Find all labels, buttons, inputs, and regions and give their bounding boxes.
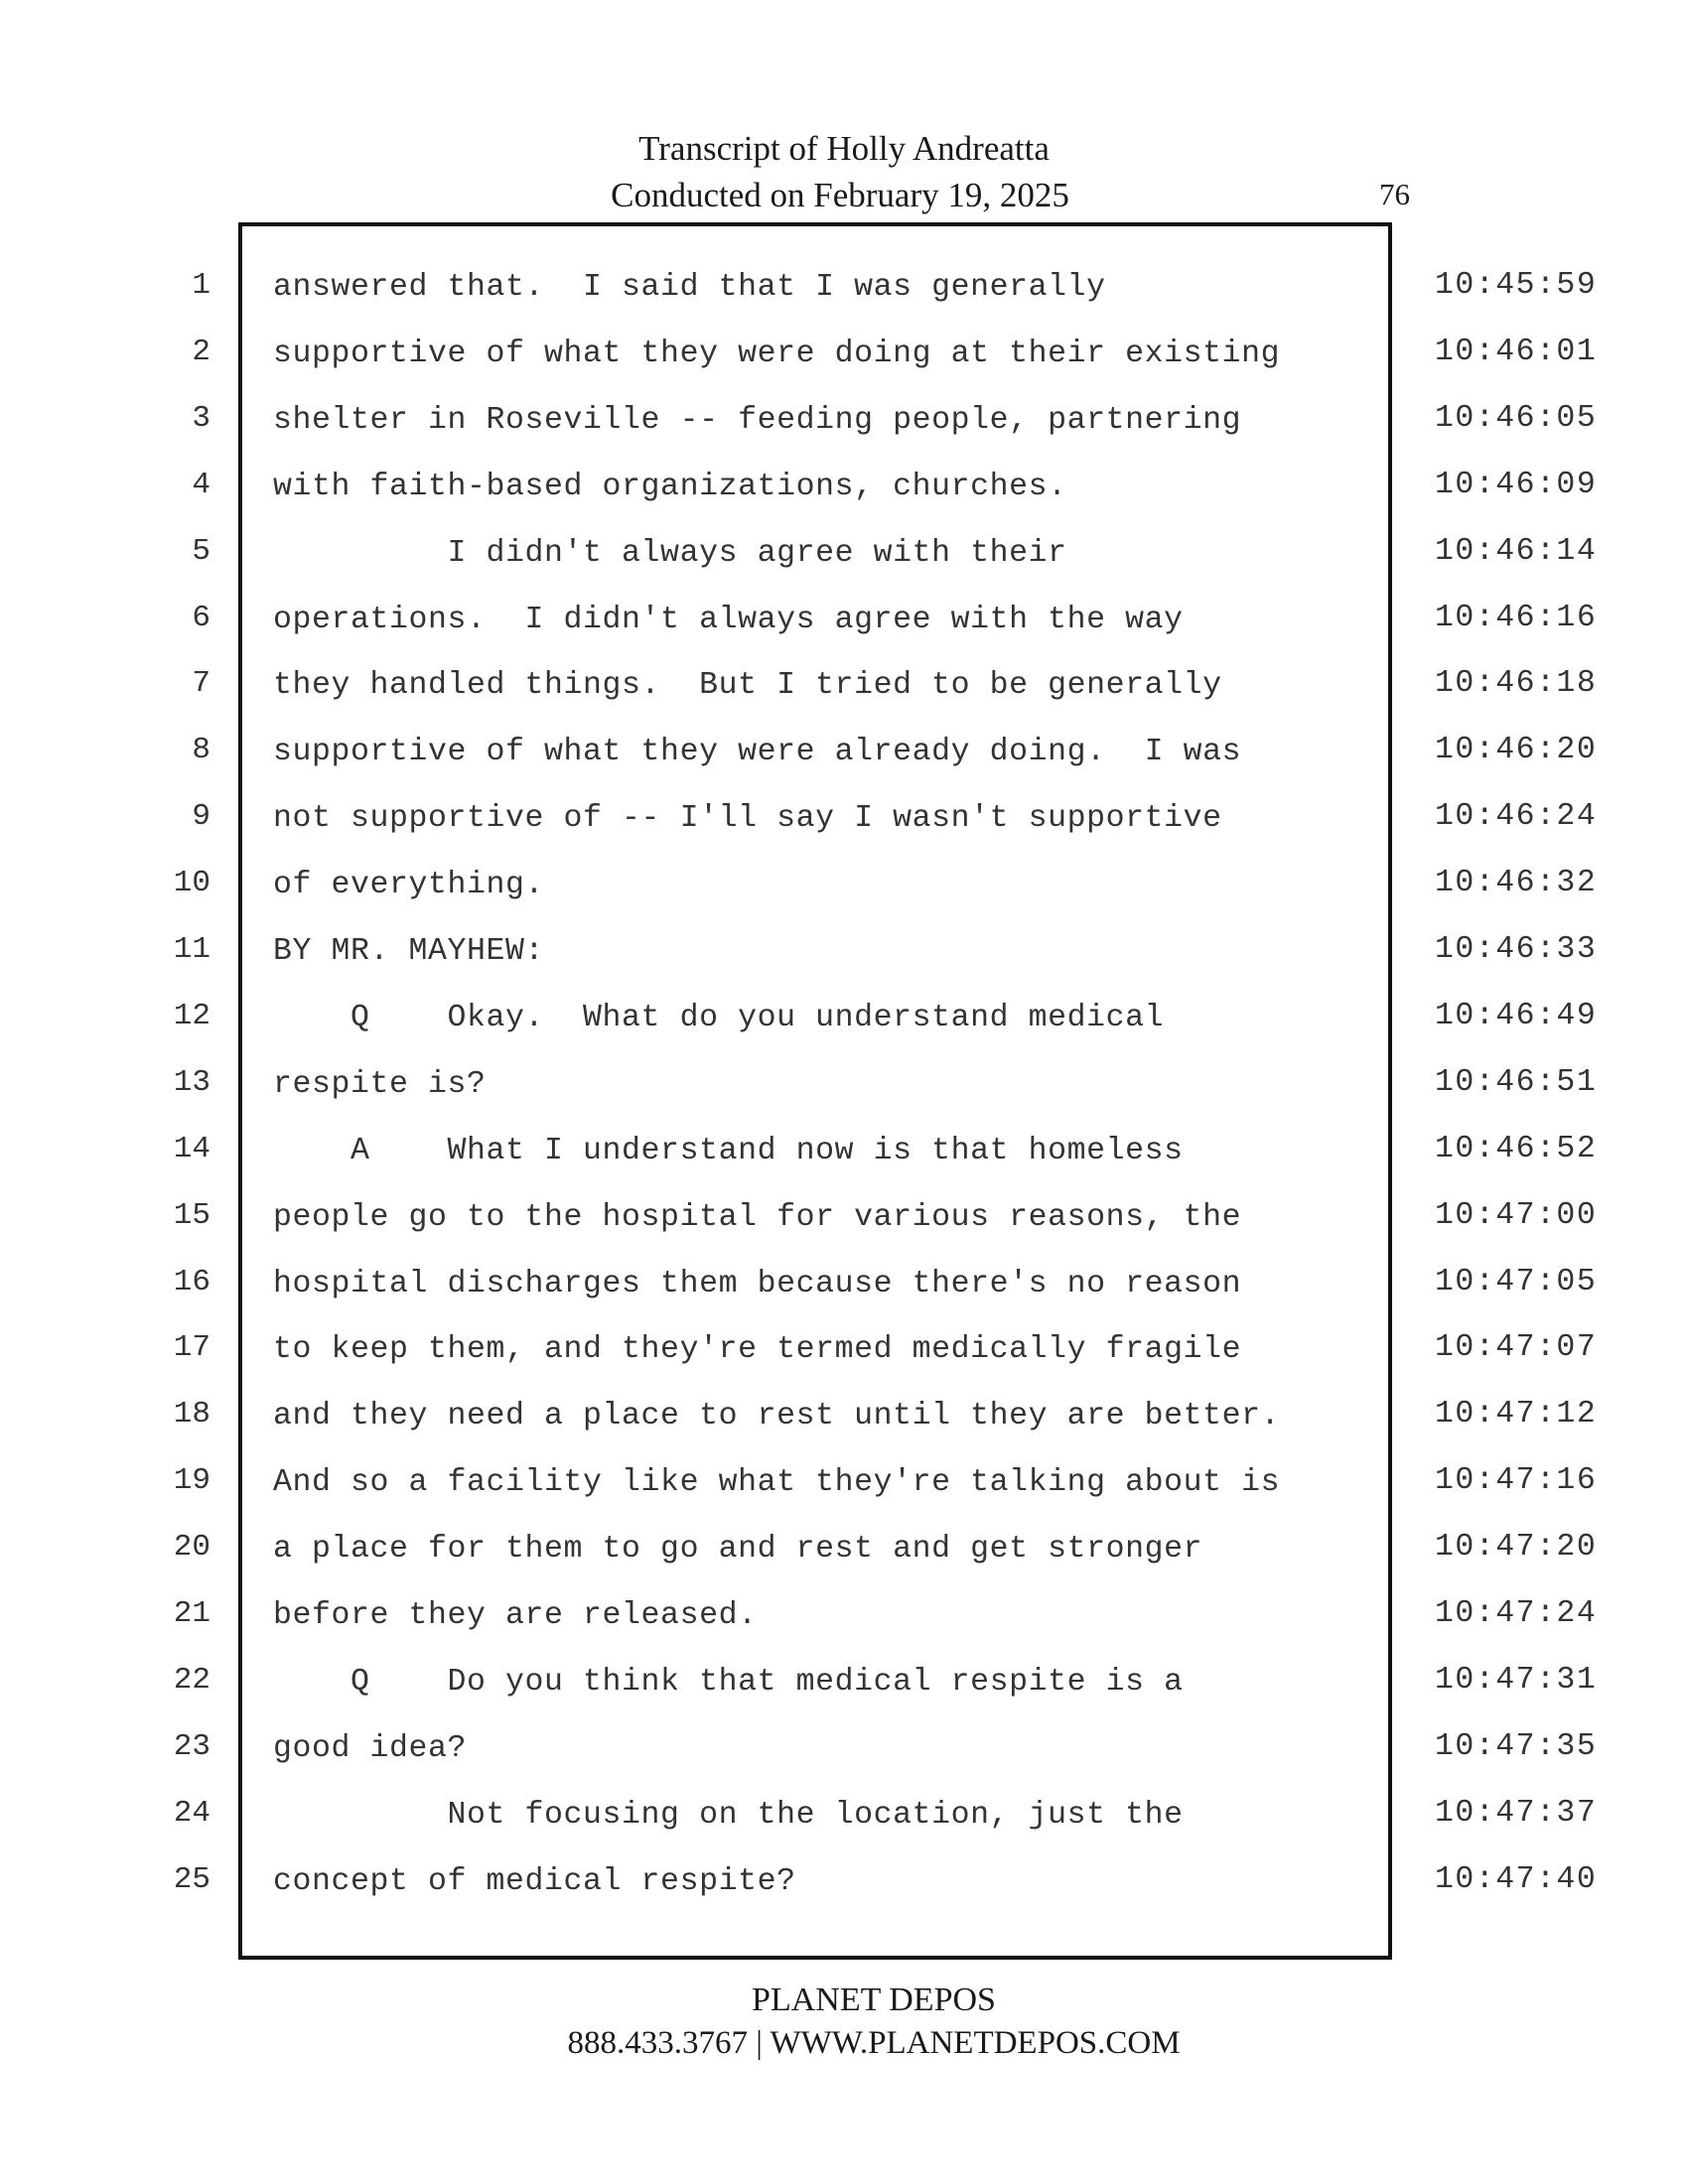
line-text: supportive of what they were already doing. I was [273, 735, 1242, 770]
footer-contact: 888.433.3767 | WWW.PLANETDEPOS.COM [567, 2025, 1181, 2061]
line-timestamp: 10:46:51 [1435, 1064, 1598, 1100]
transcript-line [0, 1796, 1688, 1862]
transcript-line [0, 1397, 1688, 1463]
line-timestamp: 10:47:07 [1435, 1330, 1598, 1366]
line-timestamp: 10:47:00 [1435, 1197, 1598, 1233]
line-number: 17 [173, 1330, 211, 1366]
transcript-line [0, 666, 1688, 733]
transcript-line [0, 1530, 1688, 1596]
line-timestamp: 10:47:35 [1435, 1728, 1598, 1764]
line-number: 20 [173, 1530, 211, 1566]
transcript-date: Conducted on February 19, 2025 [611, 176, 1069, 214]
line-number: 19 [173, 1463, 211, 1499]
line-number: 12 [173, 998, 211, 1033]
line-timestamp: 10:47:37 [1435, 1795, 1598, 1831]
transcript-line [0, 1729, 1688, 1796]
transcript-line [0, 1265, 1688, 1331]
line-text: operations. I didn't always agree with the way [273, 602, 1184, 637]
line-timestamp: 10:46:01 [1435, 334, 1598, 369]
line-number: 8 [192, 733, 211, 768]
transcript-line [0, 534, 1688, 601]
line-text: and they need a place to rest until they are better. [273, 1399, 1281, 1434]
line-number: 23 [173, 1728, 211, 1764]
line-timestamp: 10:47:16 [1435, 1463, 1598, 1499]
transcript-line [0, 1862, 1688, 1929]
line-text: with faith-based organizations, churches. [273, 469, 1067, 504]
line-text: Q Okay. What do you understand medical [273, 1000, 1165, 1035]
transcript-line [0, 1463, 1688, 1530]
line-timestamp: 10:47:31 [1435, 1662, 1598, 1698]
line-number: 5 [192, 533, 211, 569]
line-text: before they are released. [273, 1598, 758, 1633]
line-number: 14 [173, 1131, 211, 1166]
line-text: people go to the hospital for various reasons, the [273, 1199, 1242, 1235]
line-text: a place for them to go and rest and get stronger [273, 1532, 1203, 1568]
line-timestamp: 10:46:33 [1435, 932, 1598, 967]
line-timestamp: 10:46:05 [1435, 400, 1598, 436]
footer-company: PLANET DEPOS [752, 1981, 996, 2018]
line-number: 15 [173, 1197, 211, 1233]
line-text: good idea? [273, 1730, 468, 1766]
line-timestamp: 10:45:59 [1435, 268, 1598, 303]
line-timestamp: 10:47:20 [1435, 1530, 1598, 1566]
transcript-line [0, 335, 1688, 401]
transcript-title: Transcript of Holly Andreatta [638, 129, 1050, 168]
transcript-line [0, 468, 1688, 534]
line-timestamp: 10:47:05 [1435, 1264, 1598, 1299]
line-text: And so a facility like what they're talking about is [273, 1465, 1281, 1501]
line-text: of everything. [273, 868, 545, 903]
line-number: 25 [173, 1861, 211, 1897]
line-text: answered that. I said that I was generally [273, 270, 1106, 305]
line-text: A What I understand now is that homeless [273, 1133, 1184, 1168]
line-text: I didn't always agree with their [273, 535, 1067, 571]
line-number: 24 [173, 1795, 211, 1831]
transcript-line [0, 999, 1688, 1065]
line-timestamp: 10:47:40 [1435, 1861, 1598, 1897]
page-number: 76 [1379, 177, 1410, 211]
line-text: to keep them, and they're termed medically fragile [273, 1332, 1242, 1368]
transcript-line [0, 799, 1688, 866]
transcript-line [0, 866, 1688, 932]
line-timestamp: 10:46:32 [1435, 866, 1598, 901]
line-number: 10 [173, 866, 211, 901]
line-text: Not focusing on the location, just the [273, 1797, 1184, 1833]
transcript-line [0, 932, 1688, 999]
transcript-line [0, 1596, 1688, 1663]
line-text: BY MR. MAYHEW: [273, 934, 545, 969]
line-timestamp: 10:46:14 [1435, 533, 1598, 569]
line-text: shelter in Roseville -- feeding people, partnering [273, 402, 1242, 438]
line-timestamp: 10:47:24 [1435, 1596, 1598, 1631]
line-number: 6 [192, 600, 211, 635]
line-number: 21 [173, 1596, 211, 1631]
line-timestamp: 10:46:52 [1435, 1131, 1598, 1166]
line-timestamp: 10:46:09 [1435, 467, 1598, 502]
transcript-line [0, 1132, 1688, 1198]
transcript-line [0, 1330, 1688, 1397]
line-number: 4 [192, 467, 211, 502]
line-text: they handled things. But I tried to be generally [273, 668, 1222, 704]
line-timestamp: 10:46:24 [1435, 799, 1598, 835]
line-timestamp: 10:46:49 [1435, 998, 1598, 1033]
line-number: 7 [192, 666, 211, 702]
transcript-line [0, 1663, 1688, 1729]
line-number: 16 [173, 1264, 211, 1299]
line-timestamp: 10:46:20 [1435, 733, 1598, 768]
transcript-line [0, 1065, 1688, 1132]
line-text: respite is? [273, 1066, 487, 1102]
transcript-line [0, 268, 1688, 335]
line-number: 13 [173, 1064, 211, 1100]
line-timestamp: 10:46:18 [1435, 666, 1598, 702]
line-number: 22 [173, 1662, 211, 1698]
line-number: 9 [192, 799, 211, 835]
line-timestamp: 10:47:12 [1435, 1397, 1598, 1433]
transcript-line [0, 401, 1688, 468]
line-number: 1 [192, 268, 211, 303]
line-number: 11 [173, 932, 211, 967]
line-number: 3 [192, 400, 211, 436]
line-number: 18 [173, 1397, 211, 1433]
transcript-line [0, 733, 1688, 799]
transcript-line [0, 601, 1688, 667]
line-text: Q Do you think that medical respite is a [273, 1664, 1184, 1700]
line-timestamp: 10:46:16 [1435, 600, 1598, 635]
line-text: not supportive of -- I'll say I wasn't supportive [273, 801, 1222, 837]
line-text: concept of medical respite? [273, 1863, 796, 1899]
line-text: hospital discharges them because there's no reason [273, 1266, 1242, 1301]
transcript-line [0, 1198, 1688, 1265]
line-text: supportive of what they were doing at their existing [273, 336, 1281, 371]
line-number: 2 [192, 334, 211, 369]
